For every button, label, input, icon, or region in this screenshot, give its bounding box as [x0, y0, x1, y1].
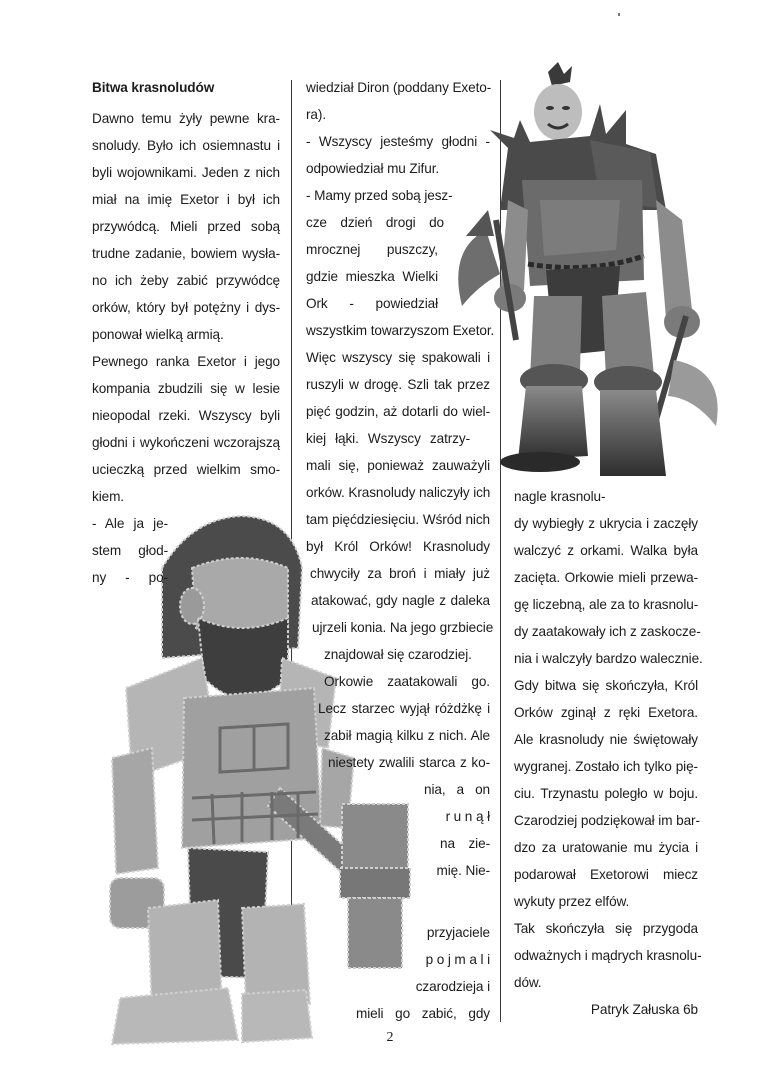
text-line: kiem. [92, 489, 124, 504]
text-line: dy wybiegły z ukrycia i zaczęły [514, 516, 698, 531]
dwarf-illustration [92, 508, 452, 1048]
text-line: nieopodal rzeki. Wszyscy byli [92, 408, 280, 423]
text-line: orków. Krasnoludy naliczyły ich [306, 485, 491, 500]
text-line: Lecz starzec wyjął różdżkę i [318, 701, 490, 716]
text-line: Orkowie zaatakowali go. [324, 674, 490, 689]
text-line: Tak skończyła się przygoda [514, 921, 698, 936]
text-line: wykuty przez elfów. [514, 894, 630, 909]
text-line: niestety zwalili starca z ko- [328, 755, 490, 770]
text-line: Dawno temu żyły pewne kra- [92, 111, 280, 126]
text-line: mali się, ponieważ zauważyli [306, 458, 490, 473]
text-line: ujrzeli konia. Na jego grzbiecie [312, 620, 494, 635]
text-line: Czarodziej podziękował im bar- [514, 813, 700, 828]
text-line: czarodzieja i [415, 979, 490, 994]
text-line: Ork - powiedział [306, 296, 438, 311]
text-line: gę liczebną, ale za to krasnolu- [514, 597, 699, 612]
text-line: znajdował się czarodziej. [324, 647, 472, 662]
text-line: mię. Nie- [436, 863, 490, 878]
text-line: wygranej. Zostało ich tylko pię- [514, 759, 698, 774]
text-line: pięć godzin, aż dotarli do wiel- [306, 404, 490, 419]
text-line: na zie- [440, 836, 490, 851]
text-line: - Mamy przed sobą jesz- [306, 188, 453, 203]
text-line: orków, który był potężny i dys- [92, 300, 280, 315]
text-line: trudne zadanie, bowiem wysła- [92, 246, 280, 261]
text-line: podarował Exetorowi miecz [514, 867, 698, 882]
text-line: kompania zbudzili się w lesie [92, 381, 280, 396]
text-line: głodni i wykończeni wczorajszą [92, 435, 280, 450]
text-line: walczyć z orkami. Walka była [514, 543, 698, 558]
text-line: Gdy bitwa się skończyła, Król [514, 678, 698, 693]
text-line: był Król Orków! Krasnoludy [306, 539, 490, 554]
text-line: r u n ą ł [445, 809, 490, 824]
text-line: - Wszyscy jesteśmy głodni - [306, 134, 490, 149]
text-line: ponował wielką armią. [92, 327, 224, 342]
text-line: zacięta. Orkowie mieli przewa- [514, 570, 698, 585]
text-line: przyjaciele [426, 925, 490, 940]
text-line: nia i walczyły bardzo walecznie. [514, 651, 703, 666]
text-line: dów. [514, 975, 542, 990]
author-signature: Patryk Załuska 6b [590, 1002, 698, 1017]
text-line: no ich żeby zabić przywódcę [92, 273, 280, 288]
text-line: - Ale ja je- [92, 516, 168, 531]
text-line: miał na imię Exetor i był ich [92, 192, 280, 207]
text-line: gdzie mieszka Wielki [306, 269, 438, 284]
text-line: Więc wszyscy się spakowali i [306, 350, 490, 365]
text-line: nagle krasnolu- [514, 489, 606, 504]
text-line: cze dzień drogi do [306, 215, 444, 230]
text-line: snoludy. Było ich osiemnastu i [92, 138, 280, 153]
page-number: 2 [386, 1030, 394, 1045]
text-line: stem głod- [92, 543, 168, 558]
text-line: zabił magią kilku z nich. Ale [324, 728, 490, 743]
article-title: Bitwa krasnoludów [92, 80, 215, 95]
text-line: kiej łąki. Wszyscy zatrzy- [306, 431, 470, 446]
text-line: chwyciły za broń i miały już [310, 566, 490, 581]
text-line: Pewnego ranka Exetor i jego [92, 354, 280, 369]
text-line: odważnych i mądrych krasnolu- [514, 948, 702, 963]
text-line: mrocznej puszczy, [306, 242, 438, 257]
text-line: wszystkim towarzyszom Exetor. [306, 323, 495, 338]
text-line: odpowiedział mu Zifur. [306, 161, 440, 176]
orc-illustration [430, 60, 730, 490]
text-line: przywódcą. Mieli przed sobą [92, 219, 280, 234]
scan-speck [618, 13, 620, 16]
text-line: atakować, gdy nagle z daleka [311, 593, 490, 608]
text-line: dzo za uratowanie mu życia i [514, 840, 698, 855]
text-line: byli wojownikami. Jeden z nich [92, 165, 280, 180]
text-line: dy zaatakowały ich z zaskocze- [514, 624, 701, 639]
text-line: Orków zginął z ręki Exetora. [514, 705, 698, 720]
text-line: ruszyli w drogę. Szli tak przez [306, 377, 490, 392]
text-line: ciu. Trzynastu poległo w boju. [514, 786, 698, 801]
text-line: Ale krasnoludy nie świętowały [514, 732, 698, 747]
text-line: mieli go zabić, gdy [356, 1006, 490, 1021]
text-line: nia, a on [424, 782, 490, 797]
text-line: ra). [306, 107, 326, 122]
text-line: ucieczką przed wielkim smo- [92, 462, 280, 477]
text-line: p o j m a l i [425, 952, 490, 967]
text-line: wiedział Diron (poddany Exeto- [306, 80, 492, 95]
text-line: ny - po- [92, 570, 168, 585]
text-line: tam pięćdziesięciu. Wśród nich [306, 512, 490, 527]
